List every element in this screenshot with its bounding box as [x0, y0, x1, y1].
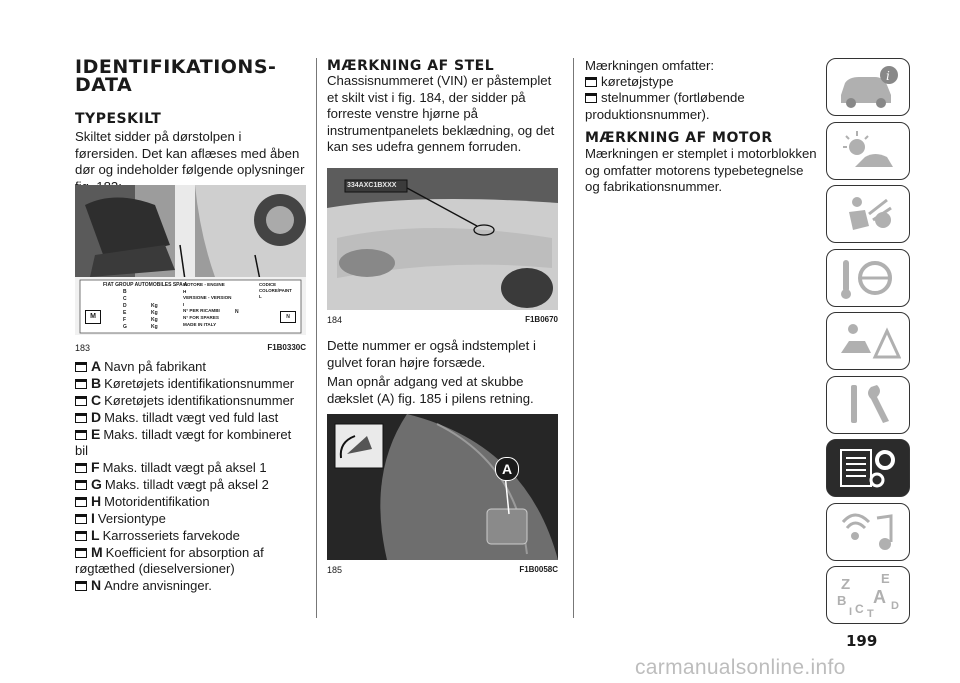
legend-item: H Motoridentifikation: [75, 493, 307, 510]
bullet-icon: [75, 480, 87, 490]
fig-183-caption: 183 F1B0330C: [75, 343, 306, 353]
bullet-icon: [75, 548, 87, 558]
maintenance-wrench-icon: [835, 381, 901, 429]
marking-bullet-1: køretøjstype: [585, 74, 817, 91]
legend-item: G Maks. tilladt vægt på aksel 2: [75, 476, 307, 493]
motor-text: Mærkningen er stemplet i motorblokken og omfatter motorens typebetegnelse og fabrikationsnummer.: [585, 146, 817, 194]
legend-item: F Maks. tilladt vægt på aksel 1: [75, 459, 307, 476]
plate-mid: MOTORE - ENGINE H VERSIONE - VERSION I N° PER RICAMBI N° FOR SPARES MADE IN ITALY: [183, 282, 232, 327]
safety-airbag-icon: [835, 190, 901, 238]
car-info-icon: [835, 63, 901, 111]
column-divider: [573, 58, 574, 618]
legend-list: [75, 358, 307, 594]
bullet-icon: [585, 93, 597, 103]
bullet-icon: [585, 77, 597, 87]
page-number: 199: [846, 632, 878, 650]
intro-text: Skiltet sidder på dørstolpen i førersiden. Det kan aflæses med åben dør og indeholder følgende oplysninger: [75, 129, 305, 177]
plate-n-box: N: [280, 311, 296, 323]
plate-m-box: M: [85, 310, 101, 324]
bullet-icon: [75, 497, 87, 507]
vin-plate: 334AXC1BXXX: [347, 182, 397, 189]
steering-wheel-key-icon: [835, 254, 901, 302]
bullet-icon: [75, 379, 87, 389]
bullet-icon: [75, 396, 87, 406]
plate-company: FIAT GROUP AUTOMOBILES SPA A: [103, 282, 188, 288]
section-heading-motor: MÆRKNING AF MOTOR: [585, 130, 773, 146]
technical-data-icon: [835, 444, 901, 492]
fig-185-caption: 185 F1B0058C: [327, 565, 558, 575]
access-text: Man opnår adgang ved at skubbe dækslet (A) fig. 185 i pilens retning.: [327, 374, 534, 406]
multimedia-icon: [835, 508, 901, 556]
bullet-icon: [75, 362, 87, 372]
dashboard-lights-icon: [835, 127, 901, 175]
svg-text:T: T: [867, 608, 874, 619]
bullet-icon: [75, 413, 87, 423]
svg-text:A: A: [873, 587, 886, 607]
watermark: carmanualsonline.info: [635, 656, 846, 679]
svg-text:Z: Z: [841, 576, 851, 593]
legend-item: N Andre anvisninger.: [75, 577, 307, 594]
fig-184-caption: 184 F1B0670: [327, 315, 558, 325]
marking-intro: Mærkningen omfatter:: [585, 58, 714, 73]
legend-item: D Maks. tilladt vægt ved fuld last: [75, 409, 307, 426]
figure-183: [75, 185, 306, 335]
bullet-icon: [75, 531, 87, 541]
tab-driving[interactable]: [826, 249, 910, 307]
tab-car-info[interactable]: [826, 58, 910, 116]
legend-item: C Køretøjets identifikationsnummer: [75, 392, 307, 409]
plate-left-letters: B C D E F G: [123, 289, 127, 330]
column-divider: [316, 58, 317, 618]
tab-index[interactable]: [826, 566, 910, 624]
section-heading-typeskilt: TYPESKILT: [75, 111, 162, 127]
tab-maintenance[interactable]: [826, 376, 910, 434]
vin-text: Chassisnummeret (VIN) er påstemplet et skilt vist i fig. 184, der sidder på forreste venstre hjørne på instrumentpanelets beklædning, og det kan ses udefra gennem forruden.: [327, 73, 555, 154]
tab-safety[interactable]: [826, 185, 910, 243]
bullet-icon: [75, 463, 87, 473]
floor-cover-photo: [327, 414, 558, 560]
figure-184: [327, 168, 558, 310]
chapter-tabs: [826, 58, 912, 630]
tab-multimedia[interactable]: [826, 503, 910, 561]
svg-text:I: I: [849, 606, 853, 618]
bullet-icon: [75, 514, 87, 524]
legend-item: M Koefficient for absorption af røgtæthed (dieselversioner): [75, 544, 264, 576]
floor-text: Dette nummer er også indstemplet i gulvet foran højre forsæde.: [327, 338, 536, 370]
tab-dashboard[interactable]: [826, 122, 910, 180]
callout-a: A: [495, 457, 519, 481]
legend-item: I Versiontype: [75, 510, 307, 527]
plate-right: CODICE COLORE/PAINT L: [259, 282, 292, 299]
svg-text:E: E: [881, 571, 890, 586]
section-heading-stel: MÆRKNING AF STEL: [327, 58, 495, 74]
car-front-photo: [327, 168, 558, 310]
svg-text:B: B: [837, 593, 847, 608]
emergency-warning-icon: [835, 317, 901, 365]
legend-item: E Maks. tilladt vægt for kombineret bil: [75, 426, 292, 458]
svg-text:C: C: [855, 602, 864, 616]
tab-emergency[interactable]: [826, 312, 910, 370]
index-letters-icon: [835, 571, 901, 619]
svg-text:i: i: [886, 69, 890, 83]
marking-bullet-2: stelnummer (fortløbende produktionsnummer).: [585, 90, 745, 122]
page-title: IDENTIFIKATIONS- DATA: [75, 56, 277, 96]
legend-item: A Navn på fabrikant: [75, 358, 307, 375]
bullet-icon: [75, 430, 87, 440]
plate-n: N: [235, 309, 239, 315]
bullet-icon: [75, 581, 87, 591]
plate-kg: Kg Kg Kg Kg: [151, 303, 158, 330]
svg-text:D: D: [891, 600, 899, 612]
figure-185: [327, 414, 558, 560]
legend-item: L Karrosseriets farvekode: [75, 527, 307, 544]
tab-technical-data[interactable]: [826, 439, 910, 497]
legend-item: B Køretøjets identifikationsnummer: [75, 375, 307, 392]
